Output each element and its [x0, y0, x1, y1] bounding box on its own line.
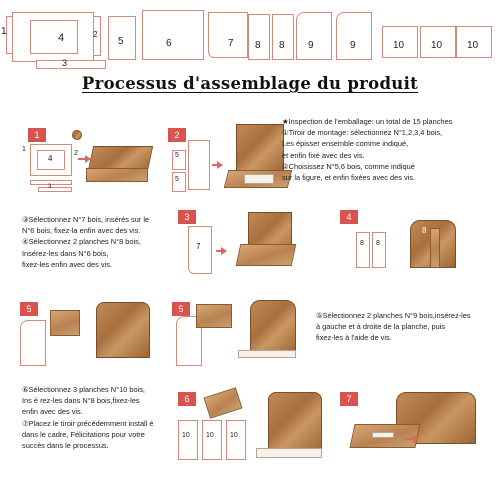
text-block-3: [316, 310, 471, 344]
step4-label-8b: 8: [376, 240, 380, 247]
part-label-7: 7: [228, 38, 234, 49]
text-3-line-1: ⑤Sélectionnez 2 planches N°9 bois,insérez-les: [316, 311, 471, 320]
step-badge-6: 5: [172, 302, 190, 316]
step6-panel-10c: [226, 420, 246, 460]
step4-label-8a: 8: [360, 240, 364, 247]
text-4-line-1: ⑥Sélectionnez 3 planches N°10 bois,: [22, 385, 145, 394]
part-label-6: 6: [166, 38, 172, 49]
text-2-line-4: Insérez-les dans N°6 bois,: [22, 248, 109, 258]
step1-bar-bottom: [38, 187, 72, 192]
part-3-outline: [36, 60, 106, 69]
text-2-line-1: ③Sélectionnez N°7 bois, insérés sur le: [22, 215, 150, 224]
text-block-4: [22, 384, 154, 451]
text-2-line-2: N°6 bois, fixez-la enfin avec des vis.: [22, 226, 141, 236]
text-1-line-6: sur la figure, et enfin fixées avec des vis.: [282, 173, 416, 183]
step4-panel-b: [372, 232, 386, 268]
step5-organizer: [96, 302, 150, 358]
part-label-3: 3: [62, 58, 68, 68]
part-label-10a: 10: [393, 40, 405, 51]
step7-drawer-handle: [372, 432, 394, 438]
text-1-line-2: ①Tiroir de montage: sélectionnez N°1,2,3,4 bois,: [282, 128, 443, 138]
step5-side-panel: [50, 310, 80, 336]
part-7-outline: [208, 12, 248, 58]
part-label-2: 2: [93, 30, 98, 39]
step2-label-5b: 5: [175, 176, 179, 183]
step2-back-panel: [236, 124, 284, 174]
text-4-line-4: ⑦Placez le tiroir précédemment install é: [22, 418, 154, 428]
text-2-line-3: ④Sélectionnez 2 planches N°8 bois,: [22, 237, 141, 247]
step6-pieces: [203, 387, 242, 418]
step3-label-7: 7: [196, 242, 201, 251]
step-badge-5: 5: [20, 302, 38, 316]
text-block-1: [282, 116, 452, 183]
part-label-1: 1: [1, 26, 7, 37]
part-label-10b: 10: [431, 40, 443, 51]
part-label-10c: 10: [467, 40, 479, 51]
text-1-line-5: ②Choisissez N°5,6 bois, comme indiqué: [282, 161, 415, 171]
step6-panel-10a: [178, 420, 198, 460]
step6-base: [256, 448, 322, 458]
part-label-9a: 9: [308, 40, 314, 51]
part-6-outline: [142, 10, 204, 60]
step2-base-insert: [244, 174, 274, 184]
step5-panel-9: [20, 320, 46, 366]
text-4-line-3: enfin avec des vis.: [22, 407, 83, 417]
step2-panel-c: [188, 140, 210, 190]
text-3-line-3: fixez-les à l'aide de vis.: [316, 333, 392, 343]
part-9a-outline: [296, 12, 332, 60]
step-badge-7: 6: [178, 392, 196, 406]
step5b-organizer: [250, 300, 296, 356]
part-8a-outline: [248, 14, 270, 60]
step5b-small-shelf: [196, 304, 232, 328]
part-label-5: 5: [118, 36, 124, 47]
step-badge-1: 1: [28, 128, 46, 142]
part-9b-outline: [336, 12, 372, 60]
step-badge-2: 2: [168, 128, 186, 142]
part-label-8b: 8: [279, 40, 285, 51]
step4-label-8c: 8: [422, 226, 427, 235]
text-4-line-5: dans le cadre, Félicitations pour votre: [22, 429, 145, 439]
part-label-4: 4: [58, 32, 65, 44]
step6-organizer: [268, 392, 322, 454]
part-label-8a: 8: [255, 40, 261, 51]
text-2-line-5: fixez-les enfin avec des vis.: [22, 259, 112, 269]
step6-label-10b: 10: [206, 432, 214, 439]
step1-screwdriver: [72, 130, 82, 140]
text-3-line-2: à gauche et à droite de la planche, puis: [316, 322, 446, 332]
step1-label-2: 2: [74, 150, 78, 157]
step-badge-4: 4: [340, 210, 358, 224]
step-badge-8: 7: [340, 392, 358, 406]
step6-label-10a: 10: [182, 432, 190, 439]
step7-arrow-head: [413, 435, 419, 443]
step-badge-3: 3: [178, 210, 196, 224]
step5b-base: [238, 350, 296, 358]
step4-panel-a: [356, 232, 370, 268]
step3-arrow-head: [221, 247, 227, 255]
text-1-line-4: et enfin fixé avec des vis.: [282, 150, 365, 160]
step6-panel-10b: [202, 420, 222, 460]
text-1-line-1: ★Inspection de l'emballage: un total de 15 planches: [282, 117, 453, 126]
text-1-line-3: Les épisser ensemble comme indiqué,: [282, 139, 409, 149]
step2-arrow-head: [217, 161, 223, 169]
step1-drawer-front: [86, 168, 148, 182]
text-4-line-6: succès dans le processus.: [22, 441, 109, 451]
step1-label-4: 4: [48, 154, 53, 163]
step3-shelf: [236, 244, 297, 266]
part-8b-outline: [272, 14, 294, 60]
text-block-2: [22, 214, 149, 270]
step6-label-10c: 10: [230, 432, 238, 439]
part-4-inner: [30, 20, 78, 54]
step1-label-3: 3: [48, 184, 52, 190]
page-title: Processus d'assemblage du produit: [81, 74, 419, 93]
text-4-line-2: Ins é rez-les dans N°8 bois,fixez-les: [22, 396, 140, 406]
step4-divider: [430, 228, 440, 268]
step1-label-1: 1: [22, 146, 26, 153]
part-label-9b: 9: [350, 40, 356, 51]
step2-label-5a: 5: [175, 152, 179, 159]
